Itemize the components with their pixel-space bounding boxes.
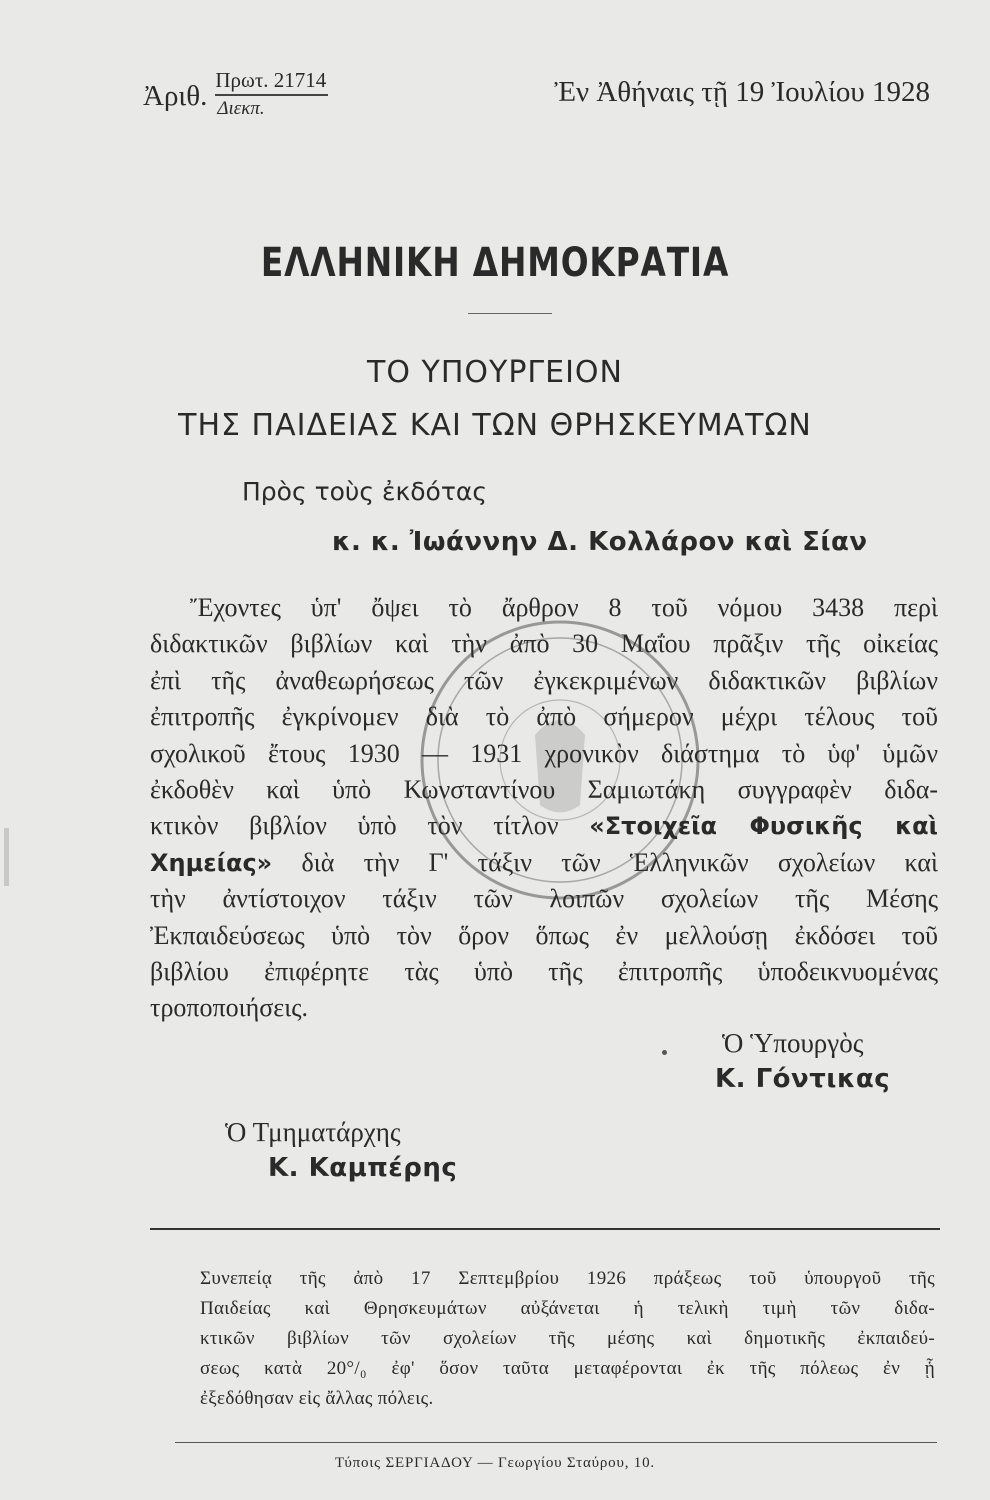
- note-line: ἐξεδόθησαν εἰς ἄλλας πόλεις.: [200, 1388, 434, 1409]
- paper-mark: [4, 828, 9, 886]
- reference-fraction: [215, 68, 328, 120]
- body-line-text: κτικὸν βιβλίον ὑπὸ τὸν τίτλον: [150, 811, 559, 841]
- dispatch-label: Διεκπ.: [217, 98, 265, 119]
- body-line: τὴν ἀντίστοιχον τάξιν τῶν λοιπῶν σχολείων τῆς Μέσης: [150, 884, 938, 914]
- protocol-number: Πρωτ. 21714: [215, 68, 328, 96]
- addressee-names: κ. κ. Ἰωάννην Δ. Κολλάρον καὶ Σίαν: [332, 527, 868, 557]
- number-prefix: Ἀριθ.: [143, 80, 208, 112]
- letter-body: [150, 590, 938, 1027]
- minister-title: Ὁ Ὑπουργὸς: [722, 1028, 864, 1058]
- body-line: ἐπιτροπῆς ἐγκρίνομεν διὰ τὸ ἀπὸ σήμερον μέχρι τέλους τοῦ: [150, 702, 938, 732]
- note-line: κτικῶν βιβλίων τῶν σχολείων τῆς μέσης καὶ δημοτικῆς ἐκπαιδεύ-: [200, 1328, 935, 1349]
- section-chief-name: Κ. Καμπέρης: [268, 1153, 458, 1183]
- body-line: ἐκδοθὲν καὶ ὑπὸ Κωνσταντίνου Σαμιωτάκη συγγραφὲν διδα-: [150, 775, 938, 805]
- body-line-with-title: [150, 845, 938, 881]
- heading-divider: [468, 313, 552, 314]
- note-line: Συνεπείᾳ τῆς ἀπὸ 17 Σεπτεμβρίου 1926 πράξεως τοῦ ὑπουργοῦ τῆς: [200, 1268, 935, 1289]
- republic-heading: ΕΛΛΗΝΙΚΗ ΔΗΜΟΚΡΑΤΙΑ: [260, 240, 730, 286]
- addressee-label: Πρὸς τοὺς ἐκδότας: [242, 477, 488, 506]
- note-line: Παιδείας καὶ Θρησκευμάτων αὐξάνεται ἡ τελικὴ τιμὴ τῶν διδα-: [200, 1298, 935, 1319]
- footer-divider: [175, 1442, 937, 1443]
- minister-name: Κ. Γόντικας: [715, 1064, 891, 1094]
- body-line-text: διὰ τὴν Γ' τάξιν τῶν Ἑλληνικῶν σχολείων καὶ: [301, 847, 939, 877]
- note-divider: [150, 1228, 940, 1230]
- body-line: Ἔχοντες ὑπ' ὄψει τὸ ἄρθρον 8 τοῦ νόμου 3438 περὶ: [190, 593, 938, 622]
- body-line-with-title: [150, 808, 938, 844]
- body-line: διδακτικῶν βιβλίων καὶ τὴν ἀπὸ 30 Μαΐου πρᾶξιν τῆς οἰκείας: [150, 629, 938, 659]
- body-line: ἐπὶ τῆς ἀναθεωρήσεως τῶν ἐγκεκριμένων διδακτικῶν βιβλίων: [150, 665, 938, 695]
- ink-dot: [662, 1050, 667, 1055]
- note-line: σεως κατὰ 20°/₀ ἐφ' ὅσον ταῦτα μεταφέρονται ἐκ τῆς πόλεως ἐν ᾗ: [200, 1358, 935, 1379]
- date-line: Ἐν Ἀθήναις τῇ 19 Ἰουλίου 1928: [554, 76, 930, 108]
- book-title: «Στοιχεῖα Φυσικῆς καὶ: [589, 812, 939, 841]
- body-line: βιβλίου ἐπιφέρητε τὰς ὑπὸ τῆς ἐπιτροπῆς ὑποδεικνυομένας: [150, 957, 938, 987]
- ministry-heading-line2: ΤΗΣ ΠΑΙΔΕΙΑΣ ΚΑΙ ΤΩΝ ΘΡΗΣΚΕΥΜΑΤΩΝ: [178, 408, 812, 443]
- reference-number: [143, 68, 328, 120]
- ministry-heading-line1: ΤΟ ΥΠΟΥΡΓΕΙΟΝ: [367, 355, 623, 390]
- body-line: τροποποιήσεις.: [150, 993, 308, 1023]
- price-note: [200, 1264, 935, 1414]
- printer-imprint: Τύποις ΣΕΡΓΙΑΔΟΥ — Γεωργίου Σταύρου, 10.: [335, 1455, 655, 1471]
- body-line: σχολικοῦ ἔτους 1930 — 1931 χρονικὸν διάστημα τὸ ὑφ' ὑμῶν: [150, 738, 938, 768]
- body-line: Ἐκπαιδεύσεως ὑπὸ τὸν ὅρον ὅπως ἐν μελλούσῃ ἐκδόσει τοῦ: [150, 920, 938, 950]
- section-chief-title: Ὁ Τμηματάρχης: [225, 1117, 401, 1147]
- book-title-end: Χημείας»: [150, 848, 273, 877]
